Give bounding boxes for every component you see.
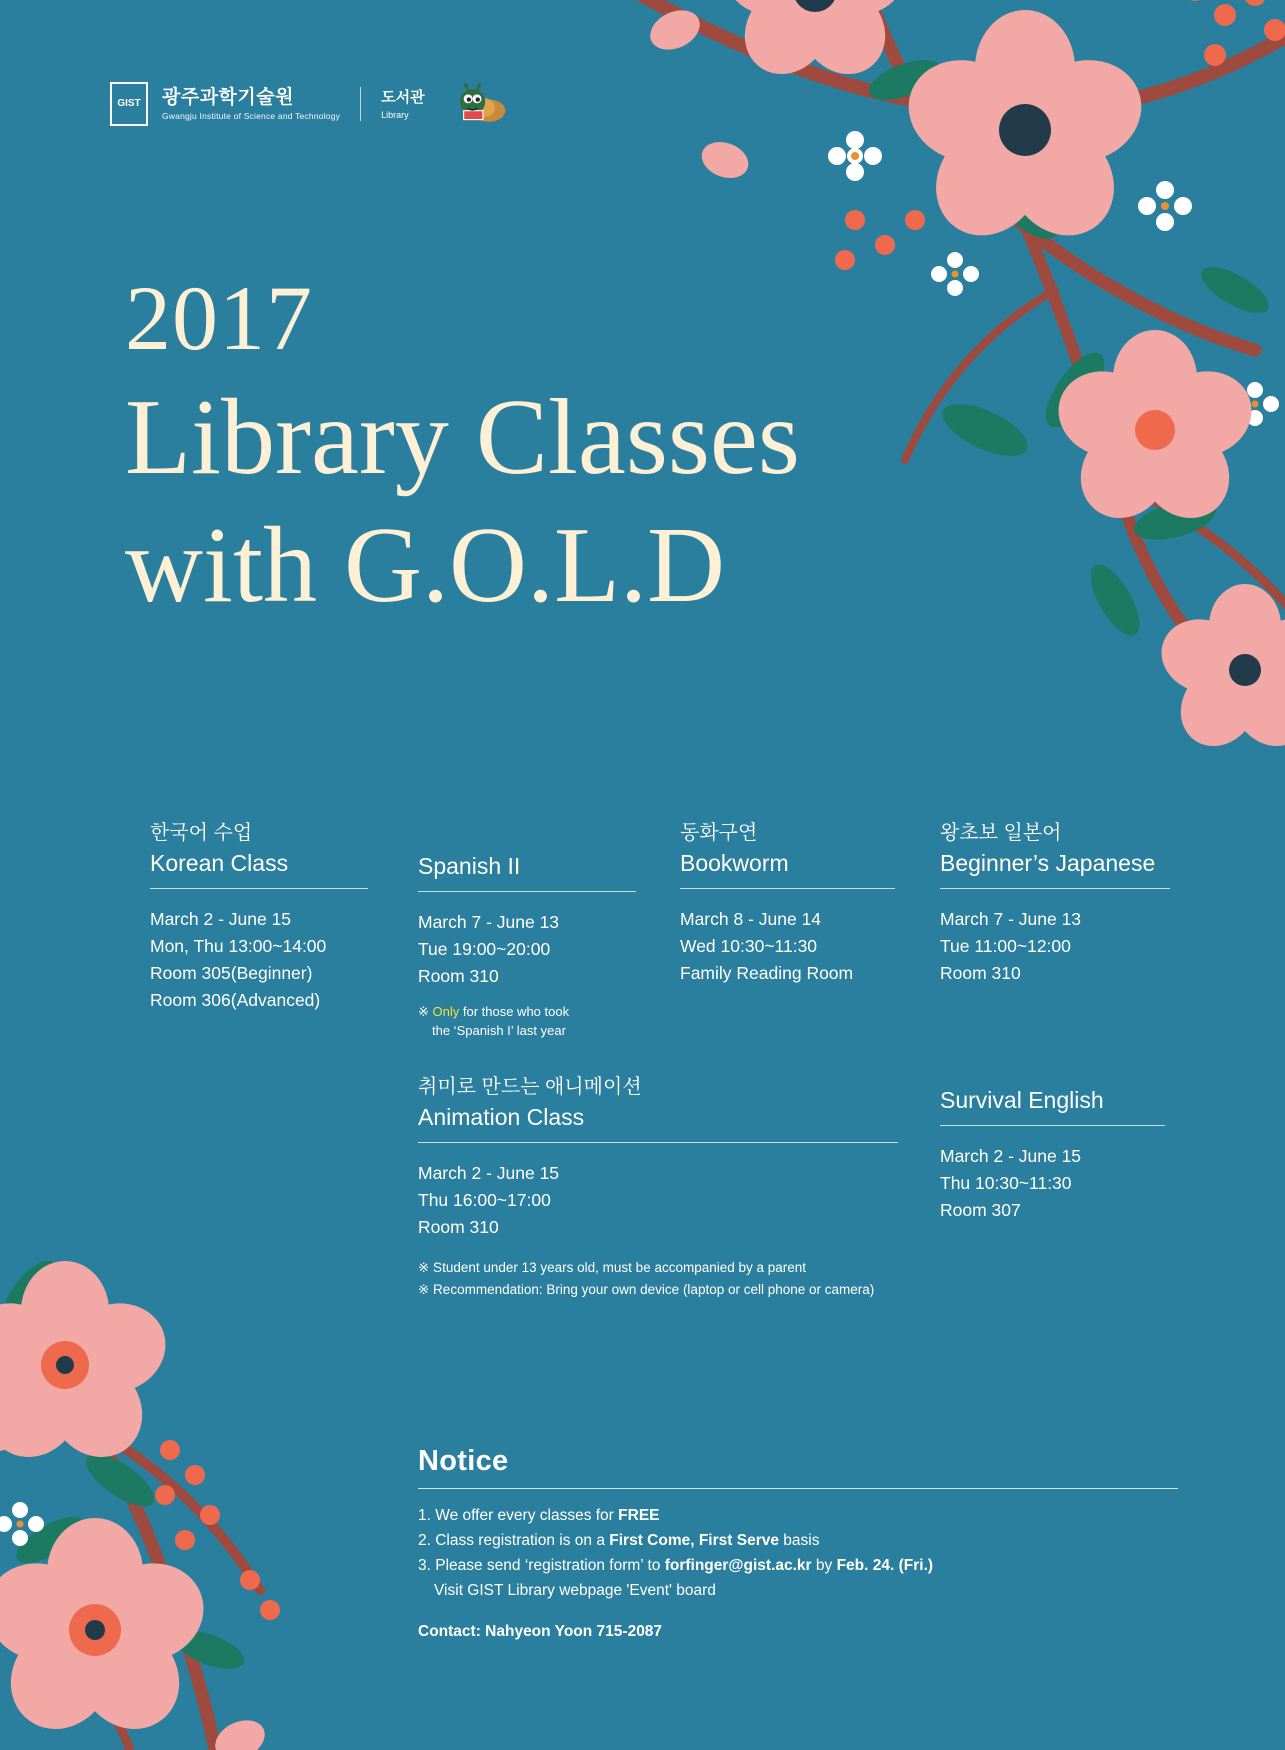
notice-item-3-text: 3. Please send ‘registration form’ to: [418, 1557, 665, 1575]
class-detail-line: March 2 - June 15: [150, 909, 292, 930]
class-name-ko: 동화구연: [680, 822, 758, 844]
class-details: [940, 906, 1170, 987]
class-detail-line: March 2 - June 15: [940, 1146, 1082, 1167]
class-card-survival-english: [940, 1084, 1165, 1224]
contact-info: Contact: Nahyeon Yoon 715-2087: [418, 1623, 663, 1641]
divider: [418, 1488, 1178, 1489]
class-name-en: Spanish II: [418, 853, 521, 879]
class-detail-line: Room 310: [940, 963, 1021, 984]
notice-item-1: [418, 1503, 1178, 1528]
notice-section: [418, 1445, 1178, 1641]
note-line-2: ※ Recommendation: Bring your own device (laptop or cell phone or camera): [418, 1282, 875, 1298]
class-note: [418, 1257, 898, 1300]
class-name-en: Beginner’s Japanese: [940, 850, 1156, 876]
class-detail-line: Room 310: [418, 1217, 499, 1238]
class-name-en: Animation Class: [418, 1104, 585, 1130]
note-rest: for those who took: [459, 1004, 570, 1020]
divider: [418, 1142, 898, 1143]
class-note: [418, 1003, 636, 1041]
class-detail-line: Tue 19:00~20:00: [418, 939, 551, 960]
notice-heading: Notice: [418, 1445, 509, 1477]
gist-logo-mark: GIST: [110, 82, 148, 126]
unit-name-en: Library: [381, 109, 409, 120]
class-detail-line: Room 306(Advanced): [150, 990, 321, 1011]
class-name-en: Survival English: [940, 1087, 1104, 1113]
notice-item-3-sub: Visit GIST Library webpage 'Event' board: [434, 1582, 716, 1600]
class-name-en: Bookworm: [680, 850, 789, 876]
divider: [940, 888, 1170, 889]
gist-library-logo: [110, 78, 511, 130]
organization-name-en: Gwangju Institute of Science and Technology: [162, 110, 341, 121]
class-name-ko: 왕초보 일본어: [940, 822, 1062, 844]
class-detail-line: March 7 - June 13: [418, 912, 560, 933]
notice-item-2-post: basis: [778, 1532, 820, 1550]
class-detail-line: Room 310: [418, 966, 499, 987]
class-detail-line: Thu 10:30~11:30: [940, 1173, 1072, 1194]
class-details: [418, 1160, 898, 1241]
divider: [418, 891, 636, 892]
class-name-ko: 한국어 수업: [150, 822, 253, 844]
notice-item-1-bold: FREE: [618, 1507, 660, 1524]
class-detail-line: Wed 10:30~11:30: [680, 936, 818, 957]
notice-item-2-bold: First Come, First Serve: [609, 1532, 779, 1550]
class-details: [418, 909, 636, 990]
class-detail-line: Tue 11:00~12:00: [940, 936, 1071, 957]
note-line-2: the ‘Spanish I’ last year: [432, 1023, 566, 1039]
class-detail-line: Family Reading Room: [680, 963, 854, 984]
class-detail-line: Room 307: [940, 1200, 1021, 1221]
notice-item-2: [418, 1528, 1178, 1553]
notice-item-1-text: 1. We offer every classes for: [418, 1507, 619, 1524]
class-detail-line: March 2 - June 15: [418, 1163, 560, 1184]
notice-email[interactable]: forfinger@gist.ac.kr: [664, 1557, 812, 1575]
note-highlight: Only: [432, 1004, 460, 1020]
divider: [940, 1125, 1165, 1126]
class-card-bookworm: [680, 820, 895, 987]
class-card-animation: [418, 1074, 898, 1301]
notice-item-3-mid: by: [811, 1557, 837, 1575]
notice-item-2-text: 2. Class registration is on a: [418, 1532, 610, 1550]
title-year: 2017: [125, 267, 313, 369]
class-card-korean: [150, 820, 368, 1015]
class-list: [0, 812, 1285, 1298]
class-detail-line: Mon, Thu 13:00~14:00: [150, 936, 327, 957]
title-line-main: Library Classes: [125, 378, 800, 497]
divider: [150, 888, 368, 889]
class-details: [150, 906, 368, 1015]
class-detail-line: March 7 - June 13: [940, 909, 1082, 930]
class-details: [940, 1143, 1165, 1224]
notice-list: [418, 1503, 1178, 1603]
class-card-spanish: [418, 850, 636, 1041]
class-detail-line: Thu 16:00~17:00: [418, 1190, 551, 1211]
class-name-ko: 취미로 만드는 애니메이션: [418, 1076, 642, 1098]
divider: [680, 888, 895, 889]
organization-name-ko: 광주과학기술원: [162, 87, 294, 109]
notice-deadline: Feb. 24. (Fri.): [836, 1557, 934, 1575]
class-name-en: Korean Class: [150, 850, 289, 876]
note-line-1: ※ Student under 13 years old, must be accompanied by a parent: [418, 1260, 807, 1276]
logo-divider: [360, 87, 361, 121]
bookworm-mascot-icon: [449, 78, 511, 130]
title-line-sub: with G.O.L.D: [125, 506, 725, 626]
class-detail-line: Room 305(Beginner): [150, 963, 313, 984]
floral-decoration-bottom-left: [0, 1180, 380, 1750]
class-card-japanese: [940, 820, 1170, 987]
unit-name-ko: 도서관: [381, 88, 425, 106]
class-details: [680, 906, 895, 987]
note-prefix: ※: [418, 1004, 433, 1020]
notice-item-3: [418, 1553, 1178, 1578]
poster-title: [125, 267, 800, 628]
class-detail-line: March 8 - June 14: [680, 909, 822, 930]
